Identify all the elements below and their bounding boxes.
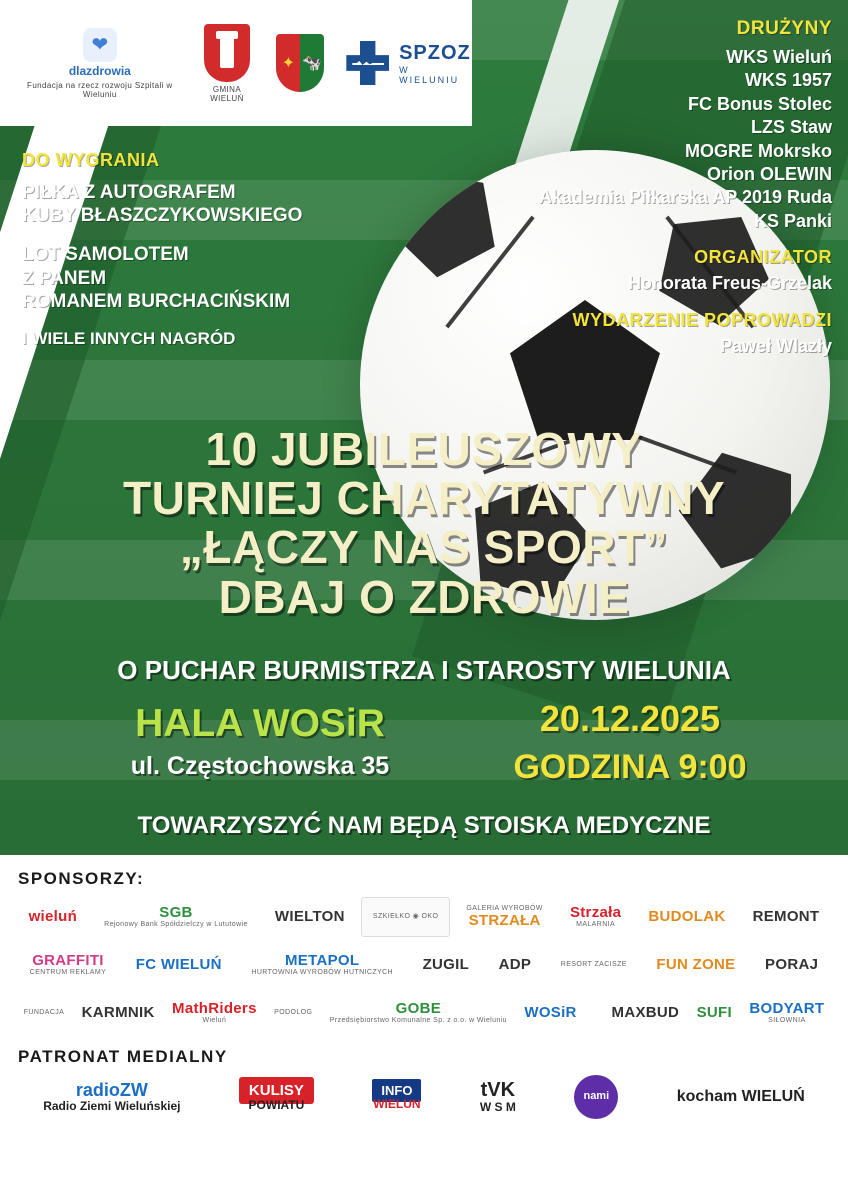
subtitle	[0, 655, 848, 686]
sponsor-logo-osp	[588, 993, 599, 1033]
sponsors-title: SPONSORZY:	[18, 869, 145, 888]
media-logo-info-wielun: INFO WIELUN	[347, 1075, 447, 1119]
sponsor-logo-graffiti: GRAFFITI CENTRUM REKLAMY	[29, 952, 107, 977]
team-item: Orion OLEWIN	[707, 163, 832, 184]
logo-gmina-wielun	[200, 24, 255, 103]
event-date: 20.12.2025	[539, 698, 721, 739]
organizer-header: ORGANIZATOR	[694, 247, 832, 268]
prize-group	[22, 243, 392, 313]
prize-group	[22, 181, 392, 227]
teams-block	[402, 18, 832, 358]
sponsor-logo-remont: REMONT	[752, 908, 820, 926]
media-row	[18, 1075, 830, 1119]
team-item: KS Panki	[753, 210, 832, 231]
title-line: TURNIEJ CHARYTATYWNY	[122, 472, 726, 525]
medical-cross-icon	[346, 41, 389, 85]
logo-powiat-wielunski	[276, 34, 324, 92]
sponsor-logo-strzala-malarnia: Strzała MALARNIA	[569, 904, 622, 929]
host-header: WYDARZENIE POPROWADZI	[572, 309, 832, 330]
prize-line: Z PANEM	[22, 267, 107, 289]
shield-icon	[204, 24, 250, 82]
team-item: MOGRE Mokrsko	[684, 140, 832, 161]
sponsor-logo-szkielko-i-oko: SZKIEŁKO ◉ OKO	[361, 897, 450, 937]
sponsor-logo-mathriders: MathRiders Wieluń	[172, 1000, 257, 1025]
organizer-name: Honorata Freus-Grzelak	[627, 273, 832, 294]
sponsor-logo-sgb: SGB Rejonowy Bank Spółdzielczy w Lututowie	[104, 904, 248, 929]
prizes-block	[22, 150, 392, 366]
prize-line: PIŁKA Z AUTOGRAFEM	[22, 182, 236, 203]
prize-line: I WIELE INNYCH NAGRÓD	[22, 328, 236, 348]
logo-gmina-caption: GMINA WIELUŃ	[210, 84, 244, 103]
title-line: „ŁĄCZY NAS SPORT”	[179, 521, 669, 574]
team-item: WKS Wieluń	[726, 47, 832, 67]
sponsor-logo-metapol: METAPOL HURTOWNIA WYROBÓW HUTNICZYCH	[251, 952, 393, 977]
coat-of-arms-icon: ✦ 🐄	[276, 34, 324, 92]
spzoz-subtitle: W WIELUNIU	[399, 64, 460, 85]
prize-line: LOT SAMOLOTEM	[22, 244, 189, 266]
prize-line: KUBY BŁASZCZYKOWSKIEGO	[22, 205, 303, 227]
prize-line: ROMANEM BURCHACIŃSKIM	[22, 290, 291, 312]
logo-dlazdrowia	[22, 28, 178, 99]
venue-name: HALA WOSiR	[135, 702, 385, 745]
sponsor-logo-zugil: ZUGIL	[422, 956, 470, 974]
heart-icon: ❤	[83, 28, 117, 62]
sponsor-logo-wosir: WOSiR	[524, 1004, 577, 1022]
sponsor-logo-budolak: BUDOLAK	[648, 908, 726, 926]
sponsor-logo-resort-zacisze: RESORT ZACISZE	[560, 961, 627, 969]
sponsor-row	[18, 897, 830, 937]
sponsor-logo-bodyart: BODYART SIŁOWNIA	[749, 1000, 825, 1025]
sponsors-footer	[0, 855, 848, 1200]
event-hour: GODZINA 9:00	[513, 748, 747, 786]
team-item: Akademia Piłkarska AP 2019 Ruda	[538, 187, 832, 208]
media-logo-kulisy-powiatu: KULISY POWIATU	[214, 1075, 339, 1119]
media-logo-nami: nami	[549, 1075, 643, 1119]
media-logo-kocham-wielun: kocham WIELUŃ	[676, 1087, 805, 1105]
logo-dlazdrowia-caption: Fundacja na rzecz rozwoju Szpitali w Wieluniu	[27, 80, 173, 99]
prizes-header: DO WYGRANIA	[22, 150, 160, 170]
sponsor-logo-karmnik: KARMNIK	[81, 1004, 155, 1022]
main-title	[0, 425, 848, 622]
title-line: DBAJ O ZDROWIE	[218, 570, 630, 623]
host-section	[402, 310, 832, 358]
teams-header: DRUŻYNY	[736, 18, 832, 39]
spzoz-title: SPZOZ	[399, 41, 471, 64]
media-patronage-title: PATRONAT MEDIALNY	[18, 1047, 228, 1066]
sponsor-logo-poraj: PORAJ	[765, 956, 819, 974]
sponsor-logo-fun-zone: FUN ZONE	[656, 956, 736, 974]
team-item: FC Bonus Stolec	[687, 93, 832, 114]
sponsor-logo-wielun: wieluń	[28, 908, 78, 926]
organizer-section	[402, 247, 832, 295]
media-logo-tvk-wsm: tVK W S M	[479, 1079, 516, 1115]
sponsor-logo-galeria-strzala: GALERIA WYROBÓW STRZAŁA	[466, 905, 543, 929]
sponsor-logo-wielton: WIELTON	[274, 908, 345, 926]
sponsor-logo-maxbud: MAXBUD	[611, 1004, 680, 1022]
team-item: LZS Staw	[750, 117, 832, 138]
venue-address: ul. Częstochowska 35	[130, 752, 390, 780]
title-line: 10 JUBILEUSZOWY	[205, 423, 643, 475]
sponsor-row	[18, 945, 830, 985]
logo-dlazdrowia-label: dlazdrowia	[68, 63, 131, 78]
sponsor-logo-fundacja: FUNDACJA	[23, 1009, 65, 1017]
datetime-block	[440, 698, 820, 787]
medical-note	[0, 812, 848, 840]
sponsor-logo-gobe: GOBE Przedsiębiorstwo Komunalne Sp. z o.o. w Wieluniu	[329, 1000, 507, 1025]
venue-block	[70, 702, 450, 781]
prize-group	[22, 329, 392, 350]
host-name: Paweł Wlazły	[719, 335, 832, 356]
team-item: WKS 1957	[744, 70, 832, 91]
medical-note-text: TOWARZYSZYĆ NAM BĘDĄ STOISKA MEDYCZNE	[137, 812, 711, 839]
media-logo-radio-zw: radioZW Radio Ziemi Wieluńskiej	[43, 1080, 181, 1114]
sponsor-logo-sufi: SUFI	[696, 1004, 732, 1022]
sponsor-logo-podolog: PODOLOG	[274, 1009, 313, 1017]
subtitle-text: O PUCHAR BURMISTRZA I STAROSTY WIELUNIA	[117, 655, 731, 685]
sponsor-logo-adp: ADP	[498, 956, 532, 974]
sponsor-logo-fc-wielun: FC WIELUŃ	[135, 956, 222, 974]
sponsor-row	[18, 993, 830, 1033]
